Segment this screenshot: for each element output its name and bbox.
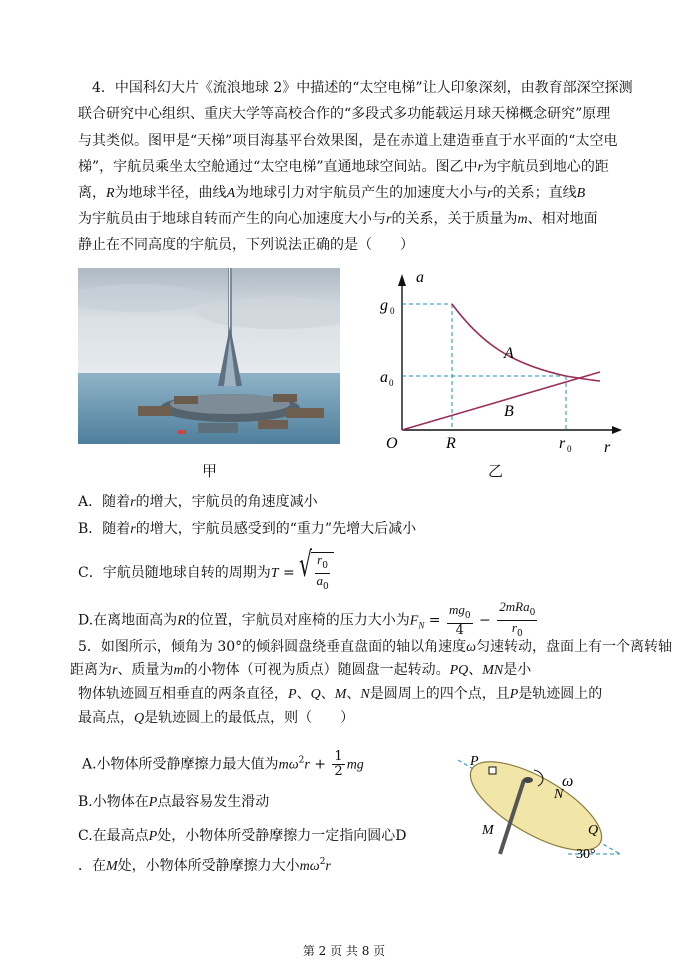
- label-N: N: [554, 787, 564, 802]
- option-text: 的位置，宇航员对座椅的压力大小为: [185, 612, 410, 629]
- q5-option-a: A.小物体所受静摩擦力最大值为$m\omega^2r$ + $\frac{1}{2}$ mg: [82, 749, 364, 779]
- q4-option-d: [78, 600, 539, 641]
- q4-option-c: [78, 545, 334, 594]
- var-r: r: [487, 186, 493, 201]
- line-B: [402, 372, 600, 430]
- axle-top: [523, 777, 533, 783]
- option-text: 处，小物体所受静摩擦力一定指向圆心D: [157, 828, 407, 844]
- q4-text: 的关系；直线: [492, 185, 577, 201]
- var-B: B: [576, 186, 586, 201]
- q5-text: 是轨迹圆上的最低点，则（ ）: [144, 710, 355, 726]
- a0-sub: 0: [389, 378, 394, 388]
- option-text: 的增大，宇航员的角速度减小: [135, 494, 318, 510]
- q5-option-d: ．在M处，小物体所受静摩擦力大小$m\omega^2r$: [78, 857, 331, 874]
- var-F-sub: N: [418, 620, 425, 631]
- tilted-disc-figure: [448, 750, 628, 870]
- q5-line-4: [78, 708, 354, 729]
- g0-sub: 0: [390, 306, 395, 316]
- minus: −: [474, 612, 496, 629]
- var-P: P: [148, 795, 158, 810]
- r0-tick-label: r: [559, 435, 566, 452]
- q4-text: 、相对地面: [527, 211, 598, 227]
- q5-text: 、质量为: [117, 662, 174, 678]
- option-text: C．宇航员随地球自转的周期为: [78, 565, 271, 581]
- q5-text: 匀速转动，盘面上有一个离转轴: [476, 639, 673, 655]
- q4-text: 梯”，宇航员乘坐太空舱通过“太空电梯”直通地球空间站。图乙中: [78, 159, 478, 175]
- option-text: 的增大，宇航员感受到的“重力”先增大后减小: [135, 521, 417, 537]
- space-elevator-photo: [78, 268, 340, 444]
- option-text: B.小物体在: [78, 794, 149, 810]
- fraction-1: $\frac{mg_0}{4}$: [448, 602, 471, 638]
- q5-text: 距离为: [70, 662, 112, 678]
- q5-line-1: [78, 637, 672, 658]
- r0-sub: 0: [567, 444, 572, 454]
- q5-text: 是小: [503, 662, 532, 678]
- radical-sign: √: [299, 545, 313, 585]
- q5-text: 、: [346, 686, 361, 702]
- a0-label: a: [380, 369, 388, 386]
- label-P: P: [470, 754, 479, 769]
- q4-line-7: 静止在不同高度的宇航员，下列说法正确的是（ ）: [78, 237, 414, 253]
- var-MN: MN: [482, 663, 504, 678]
- label-M: M: [482, 823, 494, 838]
- caption-yi: 乙: [488, 462, 504, 480]
- option-text: B．随着: [78, 521, 131, 537]
- var-M: M: [334, 687, 347, 702]
- x-axis-arrow: [612, 426, 622, 434]
- caption-jia: 甲: [202, 462, 218, 480]
- q5-text: 、: [468, 662, 483, 678]
- var-R: R: [106, 186, 115, 201]
- var-P: P: [288, 687, 297, 702]
- one-half: $\frac{1}{2}$: [334, 749, 343, 779]
- option-text: A.小物体所受静摩擦力最大值为: [82, 756, 279, 773]
- q5-line-3: [78, 684, 602, 705]
- q5-text: 最高点，: [78, 710, 134, 726]
- q5-option-c: [78, 826, 406, 847]
- sqrt-expression: [299, 545, 334, 594]
- option-text: A．随着: [78, 494, 131, 510]
- var-m: m: [173, 663, 184, 678]
- acceleration-graph: [370, 262, 630, 462]
- option-text: D.在离地面高为: [78, 612, 178, 629]
- g0-label: g: [380, 297, 388, 314]
- curve-A: [452, 304, 600, 381]
- q4-line-6: [78, 209, 598, 230]
- q4-option-a: [78, 492, 318, 513]
- var-P: P: [509, 687, 519, 702]
- q5-line-2: [70, 660, 531, 681]
- R-tick-label: R: [446, 435, 456, 452]
- var-Q: Q: [134, 711, 145, 726]
- q5-text: 、: [296, 686, 311, 702]
- y-axis-arrow: [398, 274, 406, 286]
- var-P: P: [148, 829, 158, 844]
- small-object: [489, 767, 496, 774]
- label-Q: Q: [588, 823, 599, 838]
- var-Q: Q: [310, 687, 321, 702]
- option-text: C.在最高点: [78, 828, 149, 844]
- label-omega: ω: [562, 773, 574, 790]
- var-F: F: [409, 613, 419, 629]
- var-m: m: [517, 212, 528, 227]
- q4-option-b: [78, 519, 416, 540]
- equals: =: [424, 612, 445, 629]
- var-T: T: [270, 566, 279, 581]
- var-M: M: [106, 859, 118, 874]
- var-A: A: [226, 186, 236, 201]
- q5-text: 物体轨迹圆互相垂直的两条直径，: [78, 686, 288, 702]
- option-text: 处，小物体所受静摩擦力大小: [117, 858, 300, 874]
- var-PQ: PQ: [449, 663, 469, 678]
- var-r: r: [130, 522, 136, 537]
- q4-text: 的关系，关于质量为: [391, 211, 518, 227]
- q4-text: 为地球半径，曲线: [114, 185, 227, 201]
- var-r: r: [112, 663, 118, 678]
- x-axis-label: r: [604, 439, 611, 456]
- label-angle: 30°: [576, 847, 596, 862]
- curve-A-label: A: [504, 345, 514, 362]
- var-r: r: [386, 212, 392, 227]
- q4-line-2: 联合研究中心组织、重庆大学等高校合作的“多段式多功能载运月球天梯概念研究”原理: [78, 106, 611, 122]
- page-footer: 第 2 页 共 8 页: [302, 944, 386, 958]
- q4-text: 为宇航员由于地球自转而产生的向心加速度大小与: [78, 211, 386, 227]
- equals: =: [278, 565, 300, 581]
- y-axis-label: a: [416, 269, 424, 286]
- q5-text: 、: [320, 686, 335, 702]
- var-omega: ω: [466, 640, 477, 655]
- var-r: r: [477, 160, 483, 175]
- q4-line-1: 4．中国科幻大片《流浪地球 2》中描述的“太空电梯”让人印象深刻，由教育部深空探测: [92, 80, 633, 96]
- q5-option-b: [78, 792, 269, 813]
- fraction-2: $\frac{2mRa_0}{r_0}$: [499, 599, 536, 639]
- option-text: 点最容易发生滑动: [157, 794, 270, 810]
- q4-line-4: [78, 157, 609, 178]
- q4-text: 为宇航员到地心的距: [482, 159, 609, 175]
- option-text: ．在: [78, 858, 106, 874]
- q4-text: 离，: [78, 185, 106, 201]
- var-R: R: [177, 613, 186, 629]
- q4-line-3: 与其类似。图甲是“天梯”项目海基平台效果图，是在赤道上建造垂直于水平面的“太空电: [78, 133, 618, 149]
- q5-text: 5．如图所示，倾角为 30°的倾斜圆盘绕垂直盘面的轴以角速度: [78, 639, 467, 655]
- origin-label: O: [386, 435, 398, 452]
- q5-text: 是轨迹圆上的: [518, 686, 603, 702]
- q4-text: 为地球引力对宇航员产生的加速度大小与: [235, 185, 488, 201]
- r0-over-a0: $\frac{r_0}{a_0}$: [316, 552, 329, 592]
- var-N: N: [360, 687, 370, 702]
- q4-line-5: [78, 183, 585, 204]
- line-B-label: B: [504, 403, 514, 420]
- var-r: r: [130, 495, 136, 510]
- q5-text: 的小物体（可视为质点）随圆盘一起转动。: [183, 662, 450, 678]
- q5-text: 是圆周上的四个点，且: [369, 686, 510, 702]
